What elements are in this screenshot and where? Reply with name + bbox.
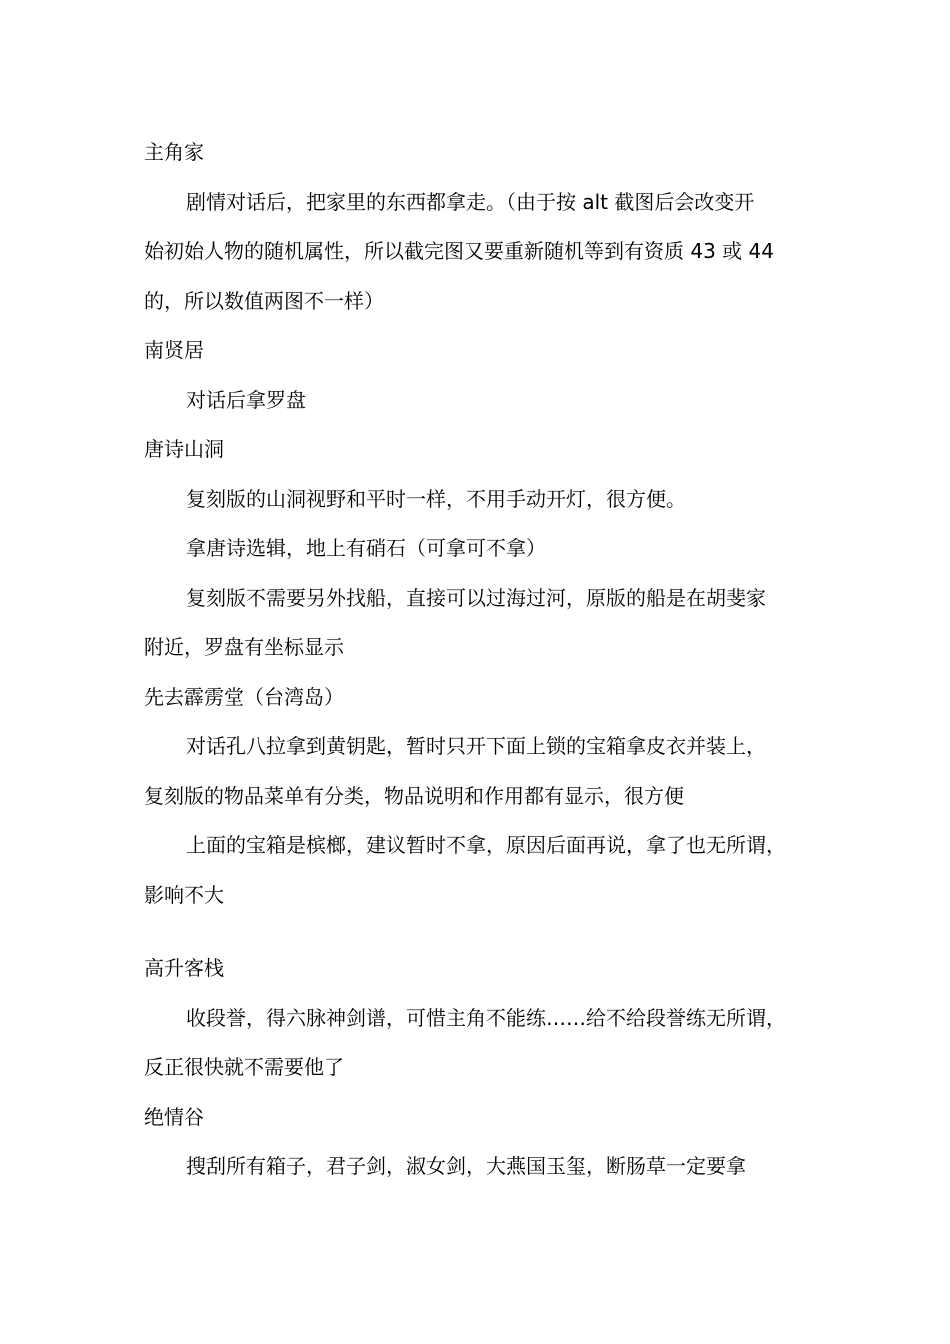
section-heading: 主角家	[144, 140, 204, 164]
section-heading: 唐诗山洞	[144, 437, 224, 461]
paragraph-line: 反正很快就不需要他了	[144, 1055, 344, 1079]
paragraph-line: 拿唐诗选辑，地上有硝石（可拿可不拿）	[186, 536, 546, 560]
paragraph-line: 复刻版不需要另外找船，直接可以过海过河，原版的船是在胡斐家	[186, 585, 766, 610]
section-heading: 高升客栈	[144, 956, 224, 980]
paragraph-line: 复刻版的山洞视野和平时一样，不用手动开灯，很方便。	[186, 486, 686, 511]
paragraph-line: 复刻版的物品菜单有分类，物品说明和作用都有显示，很方便	[144, 783, 684, 808]
blank-line	[144, 920, 824, 944]
paragraph-line: 影响不大	[144, 882, 224, 907]
paragraph-line: 附近，罗盘有坐标显示	[144, 635, 344, 659]
section-heading: 绝情谷	[144, 1104, 204, 1129]
section-heading: 先去霹雳堂（台湾岛）	[144, 684, 344, 709]
paragraph-line: 搜刮所有箱子，君子剑，淑女剑，大燕国玉玺，断肠草一定要拿	[186, 1154, 746, 1178]
paragraph-line: 对话孔八拉拿到黄钥匙，暂时只开下面上锁的宝箱拿皮衣并装上，	[186, 734, 766, 758]
paragraph-line: 的，所以数值两图不一样）	[144, 288, 384, 313]
paragraph-line: 上面的宝箱是槟榔，建议暂时不拿，原因后面再说，拿了也无所谓，	[186, 833, 786, 857]
paragraph-line: 剧情对话后，把家里的东西都拿走。（由于按 alt 截图后会改变开	[186, 189, 755, 214]
paragraph-line: 始初始人物的随机属性，所以截完图又要重新随机等到有资质 43 或 44	[144, 239, 774, 263]
section-heading: 南贤居	[144, 338, 204, 362]
document-body	[144, 128, 824, 1192]
paragraph-line: 对话后拿罗盘	[186, 387, 306, 412]
paragraph-line: 收段誉，得六脉神剑谱，可惜主角不能练……给不给段誉练无所谓，	[186, 1005, 786, 1030]
